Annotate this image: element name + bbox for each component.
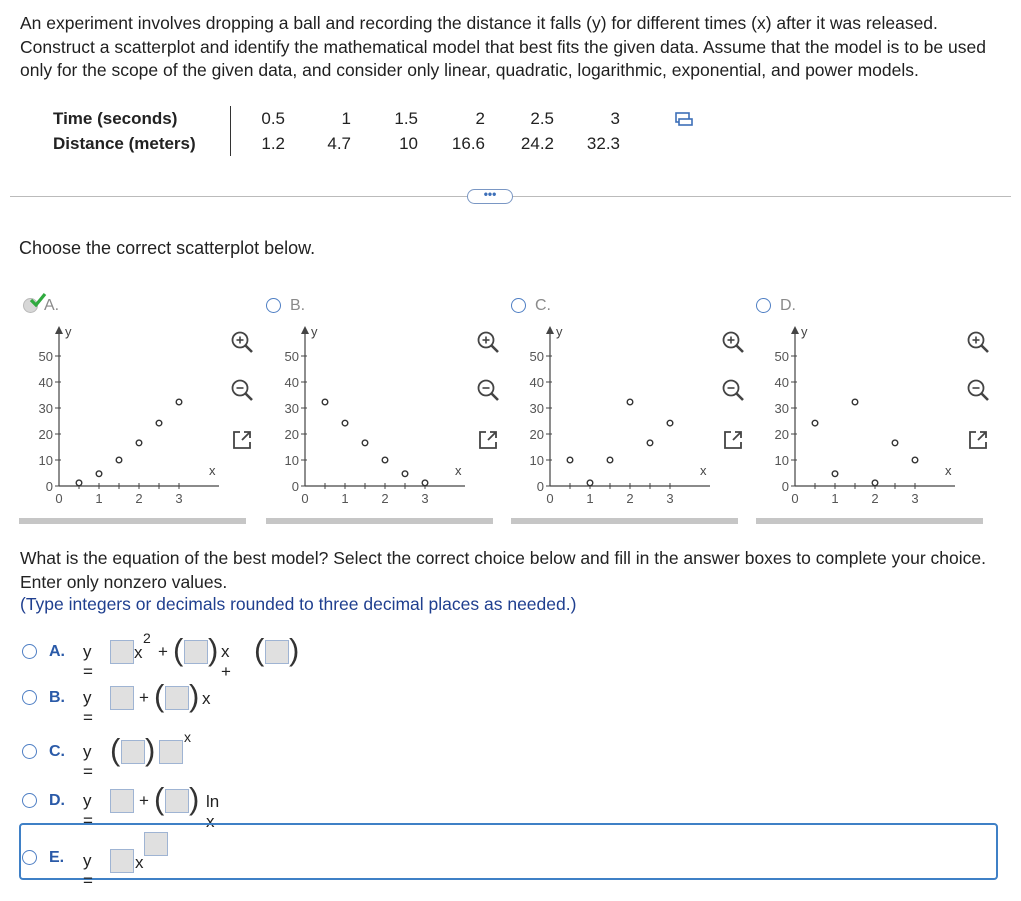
choice-c-equals: y =: [83, 742, 93, 781]
y-tick-label: 30: [774, 401, 789, 416]
choice-a-radio[interactable]: [22, 644, 37, 659]
data-point: [647, 440, 653, 446]
x-tick-label: 1: [831, 491, 839, 506]
paren-right: ): [289, 632, 300, 667]
distance-header: Distance (meters): [53, 133, 196, 153]
scatterplot-prompt: Choose the correct scatterplot below.: [19, 238, 316, 258]
y-axis-arrow-icon: [546, 326, 554, 334]
choice-d-equals: y =: [83, 791, 93, 830]
copy-data-icon[interactable]: [674, 111, 694, 127]
paren-right: ): [208, 632, 219, 667]
time-value: 0.5: [261, 108, 285, 128]
data-point: [156, 420, 162, 426]
y-axis-arrow-icon: [301, 326, 309, 334]
x-tick-label: 1: [95, 491, 103, 506]
zoom-out-icon[interactable]: [230, 378, 254, 402]
y-tick-label: 30: [38, 401, 53, 416]
scatter-option-b[interactable]: [265, 294, 495, 526]
y-tick-label: 20: [284, 427, 299, 442]
distance-value: 16.6: [451, 133, 485, 153]
data-point: [382, 457, 388, 463]
data-point: [892, 440, 898, 446]
y-tick-label: 10: [38, 453, 53, 468]
choice-e-radio[interactable]: [22, 850, 37, 865]
time-value: 1: [341, 108, 351, 128]
exponent: 2: [143, 630, 151, 646]
y-tick-label: 0: [781, 479, 789, 494]
time-value: 2: [475, 108, 485, 128]
data-point: [362, 440, 368, 446]
x-tick-label: 2: [381, 491, 389, 506]
table-row: [53, 106, 620, 131]
choice-b-letter: B.: [49, 689, 65, 706]
x-tick-label: 2: [135, 491, 143, 506]
coef-b-input[interactable]: [184, 640, 208, 664]
table-row: [53, 131, 620, 156]
x-tick-label: 3: [666, 491, 674, 506]
data-point: [627, 399, 633, 405]
x-tick-label: 0: [791, 491, 799, 506]
zoom-out-icon[interactable]: [966, 378, 990, 402]
data-point: [322, 399, 328, 405]
popout-icon[interactable]: [966, 428, 990, 452]
data-point: [176, 399, 182, 405]
data-point: [832, 471, 838, 477]
x-tick-label: 1: [586, 491, 594, 506]
scatter-option-letter: C.: [535, 297, 551, 314]
coef-a-input[interactable]: [110, 640, 134, 664]
x-plus: x +: [221, 642, 231, 681]
y-tick-label: 10: [529, 453, 544, 468]
intercept-input[interactable]: [110, 686, 134, 710]
x-tick-label: 3: [421, 491, 429, 506]
data-point: [422, 480, 428, 486]
x-squared: x: [134, 643, 143, 662]
y-tick-label: 50: [774, 349, 789, 364]
popout-icon[interactable]: [476, 428, 500, 452]
equation-question: What is the equation of the best model? Select the correct choice below and fill in the answer boxes to complete your choice. Enter only nonzero values.: [20, 548, 986, 592]
problem-statement: An experiment involves dropping a ball and recording the distance it falls (y) for different times (x) after it was released. Construct a scatterplot and identify the mathematical model that best fits the given data. Assume that the model is to be used only for the scope of the given data, and consider only linear, quadratic, logarithmic, exponential, and power models.: [20, 13, 986, 80]
popout-icon[interactable]: [721, 428, 745, 452]
x-variable: x: [135, 853, 144, 872]
zoom-in-icon[interactable]: [721, 330, 745, 354]
data-point: [667, 420, 673, 426]
y-tick-label: 50: [38, 349, 53, 364]
scatterplot-b: [265, 294, 465, 516]
data-point: [587, 480, 593, 486]
distance-value: 32.3: [586, 133, 620, 153]
data-point: [607, 457, 613, 463]
distance-value: 1.2: [261, 133, 285, 153]
x-tick-label: 1: [341, 491, 349, 506]
data-point: [402, 471, 408, 477]
data-point: [852, 399, 858, 405]
choice-c-letter: C.: [49, 743, 65, 760]
time-value: 3: [610, 108, 620, 128]
distance-value: 24.2: [520, 133, 554, 153]
y-tick-label: 40: [529, 375, 544, 390]
paren-right: ): [145, 732, 156, 767]
plot-scrollbar[interactable]: [266, 518, 493, 524]
x-tick-label: 3: [175, 491, 183, 506]
time-header: Time (seconds): [53, 108, 178, 128]
y-tick-label: 0: [291, 479, 299, 494]
expand-more-button[interactable]: •••: [467, 189, 513, 204]
x-tick-label: 3: [911, 491, 919, 506]
y-axis-arrow-icon: [791, 326, 799, 334]
zoom-out-icon[interactable]: [476, 378, 500, 402]
plus: +: [158, 642, 168, 661]
coef-b-input[interactable]: [165, 789, 189, 813]
x-axis-label: x: [209, 463, 216, 478]
y-tick-label: 50: [284, 349, 299, 364]
paren-right: ): [189, 678, 200, 713]
coef-c-input[interactable]: [265, 640, 289, 664]
choice-d-radio[interactable]: [22, 793, 37, 808]
choice-c-radio[interactable]: [22, 744, 37, 759]
time-value: 1.5: [394, 108, 418, 128]
coef-a-input[interactable]: [110, 789, 134, 813]
y-tick-label: 40: [774, 375, 789, 390]
scatter-option-d[interactable]: [755, 294, 985, 526]
data-point: [912, 457, 918, 463]
data-table: [53, 106, 620, 156]
coef-input[interactable]: [110, 849, 134, 873]
scatter-option-letter: D.: [780, 297, 796, 314]
paren-left: (: [110, 732, 121, 767]
scatter-option-c[interactable]: [510, 294, 740, 526]
distance-value: 10: [399, 133, 418, 153]
y-tick-label: 10: [774, 453, 789, 468]
y-tick-label: 20: [774, 427, 789, 442]
data-point: [136, 440, 142, 446]
y-axis-arrow-icon: [55, 326, 63, 334]
scatterplot-a: [19, 294, 219, 516]
scatterplot-d: [755, 294, 955, 516]
data-point: [342, 420, 348, 426]
paren-left: (: [154, 678, 165, 713]
y-tick-label: 40: [284, 375, 299, 390]
choice-d-letter: D.: [49, 792, 65, 809]
x-axis-label: x: [700, 463, 707, 478]
y-tick-label: 30: [529, 401, 544, 416]
distance-value: 4.7: [327, 133, 351, 153]
choice-a-equals: y =: [83, 642, 93, 681]
x-tick-label: 0: [55, 491, 63, 506]
choice-a-letter: A.: [49, 643, 65, 660]
ln-x: ln x: [206, 792, 220, 831]
data-point: [812, 420, 818, 426]
y-axis-label: y: [311, 324, 318, 339]
choice-e-letter: E.: [49, 849, 65, 866]
data-point: [96, 471, 102, 477]
scatter-option-letter: B.: [290, 297, 306, 314]
exponent-x: x: [184, 729, 191, 745]
rounding-hint: (Type integers or decimals rounded to three decimal places as needed.): [20, 594, 577, 614]
slope-input[interactable]: [165, 686, 189, 710]
y-tick-label: 0: [45, 479, 53, 494]
scatterplot-c: [510, 294, 710, 516]
zoom-out-icon[interactable]: [721, 378, 745, 402]
paren-left: (: [173, 632, 184, 667]
data-point: [872, 480, 878, 486]
choice-e-equals: y =: [83, 851, 93, 890]
paren-left: (: [254, 632, 265, 667]
zoom-in-icon[interactable]: [966, 330, 990, 354]
x-axis-label: x: [945, 463, 952, 478]
popout-icon[interactable]: [230, 428, 254, 452]
y-tick-label: 20: [38, 427, 53, 442]
paren-right: ): [189, 781, 200, 816]
plus: +: [139, 791, 149, 810]
plot-scrollbar[interactable]: [756, 518, 983, 524]
zoom-in-icon[interactable]: [230, 330, 254, 354]
time-value: 2.5: [530, 108, 554, 128]
paren-left: (: [154, 781, 165, 816]
data-point: [76, 480, 82, 486]
plot-scrollbar[interactable]: [19, 518, 246, 524]
x-tick-label: 0: [301, 491, 309, 506]
x-tick-label: 2: [626, 491, 634, 506]
data-point: [116, 457, 122, 463]
y-axis-label: y: [65, 324, 72, 339]
y-tick-label: 0: [536, 479, 544, 494]
scatter-option-letter: A.: [44, 297, 60, 314]
power-input[interactable]: [144, 832, 168, 856]
y-tick-label: 50: [529, 349, 544, 364]
plot-scrollbar[interactable]: [511, 518, 738, 524]
x-tick-label: 2: [871, 491, 879, 506]
zoom-in-icon[interactable]: [476, 330, 500, 354]
plus: +: [139, 688, 149, 707]
y-tick-label: 20: [529, 427, 544, 442]
y-tick-label: 10: [284, 453, 299, 468]
x-tick-label: 0: [546, 491, 554, 506]
data-point: [567, 457, 573, 463]
x-axis-label: x: [455, 463, 462, 478]
y-axis-label: y: [801, 324, 808, 339]
coef-input[interactable]: [121, 740, 145, 764]
y-axis-label: y: [556, 324, 563, 339]
base-input[interactable]: [159, 740, 183, 764]
y-tick-label: 30: [284, 401, 299, 416]
y-tick-label: 40: [38, 375, 53, 390]
choice-b-equals: y =: [83, 688, 93, 727]
scatter-option-a[interactable]: [19, 294, 249, 526]
choice-b-radio[interactable]: [22, 690, 37, 705]
x-variable: x: [202, 689, 211, 708]
